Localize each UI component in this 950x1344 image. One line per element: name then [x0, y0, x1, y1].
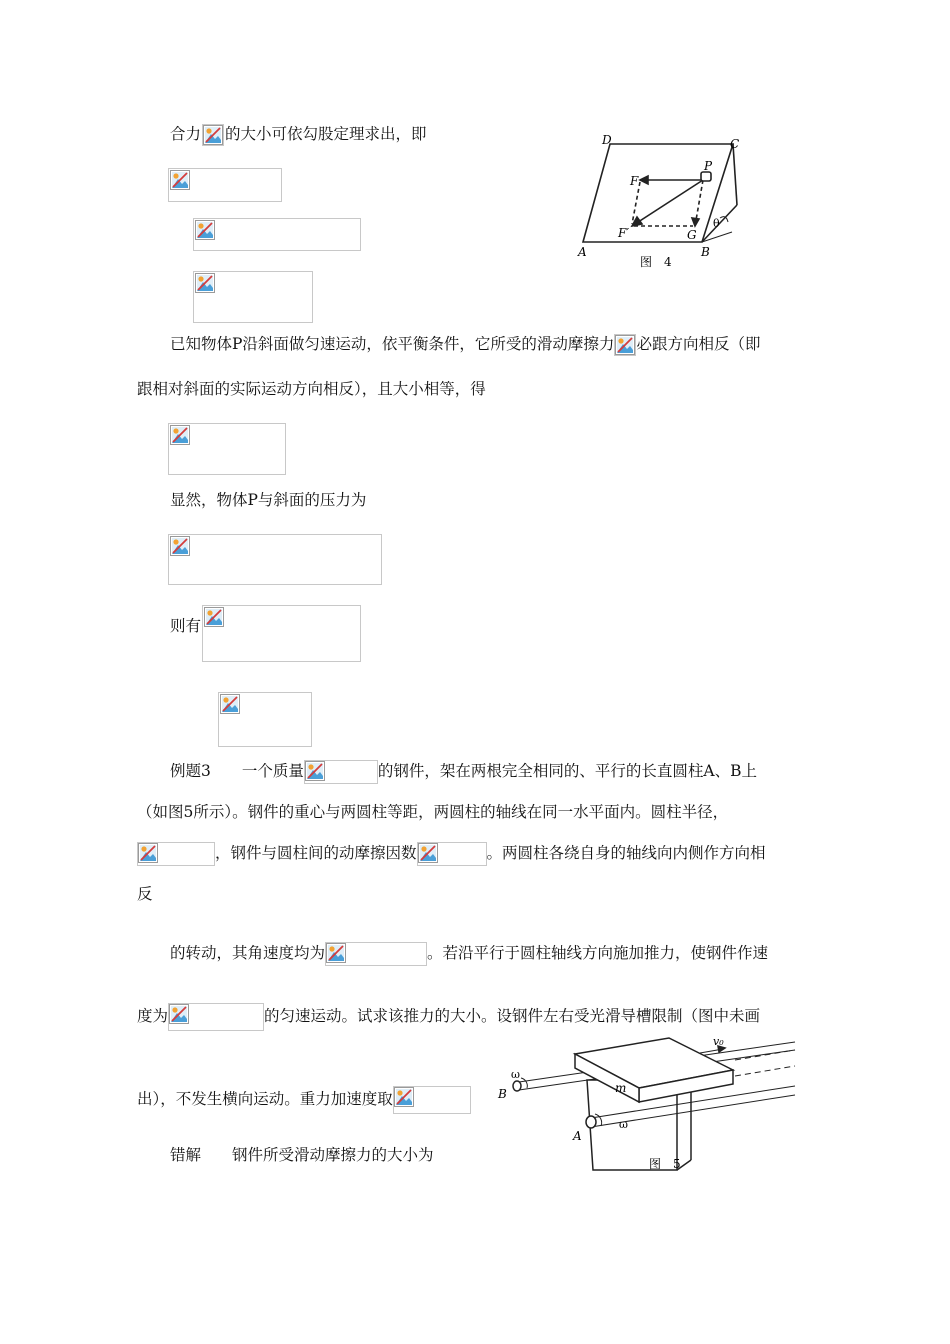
label-g1: G [687, 228, 697, 242]
broken-image-icon [195, 273, 215, 293]
formula-image [168, 168, 282, 202]
label-a: A [578, 245, 587, 259]
figure-4-caption: 图 4 [640, 255, 672, 269]
label-m: m [615, 1081, 627, 1095]
text-line: 反 [137, 885, 153, 903]
broken-image-icon [169, 1004, 189, 1024]
text-segment: 。两圆柱各绕自身的轴线向内侧作方向相 [486, 844, 766, 862]
broken-image [614, 334, 636, 356]
broken-image [417, 842, 487, 866]
text-segment: 度为 [137, 1007, 169, 1025]
broken-image [393, 1086, 471, 1114]
broken-image-icon [195, 220, 215, 240]
broken-image-icon [204, 607, 224, 627]
text-segment: 的转动，其角速度均为 [170, 944, 326, 962]
label-f-prime: F′ [618, 226, 630, 240]
broken-image [168, 1003, 264, 1031]
figure-4 [570, 130, 745, 272]
label-d: D [602, 133, 612, 147]
broken-image-icon [170, 170, 190, 190]
text-line: 错解 钢件所受滑动摩擦力的大小为 [170, 1146, 434, 1164]
formula-image [202, 605, 361, 662]
broken-image-icon [394, 1087, 414, 1107]
label-omega-a: ω [619, 1118, 628, 1131]
formula-image [218, 692, 312, 747]
label-omega-b: ω [511, 1068, 520, 1081]
broken-image [202, 124, 224, 146]
formula-image [193, 218, 361, 251]
text-segment: 的钢件，架在两根完全相同的、平行的长直圆柱A、B上 [377, 762, 757, 780]
label-v0: v₀ [713, 1035, 724, 1048]
text-segment: 合力 [170, 125, 202, 143]
text-line: 跟相对斜面的实际运动方向相反），且大小相等，得 [137, 380, 486, 398]
text-line: 则有 [170, 617, 202, 635]
broken-image-icon [615, 335, 635, 355]
label-theta: θ [713, 217, 720, 230]
broken-image-icon [170, 536, 190, 556]
text-line: 显然，物体P与斜面的压力为 [170, 491, 367, 509]
broken-image [304, 760, 378, 784]
broken-image [325, 942, 427, 966]
label-f1: F [630, 174, 639, 188]
broken-image [137, 842, 215, 866]
broken-image-icon [203, 125, 223, 145]
label-c: C [730, 137, 740, 151]
broken-image-icon [305, 761, 325, 781]
broken-image-icon [326, 943, 346, 963]
text-segment: 。若沿平行于圆柱轴线方向施加推力，使钢件作速 [427, 944, 769, 962]
figure-5 [495, 1032, 810, 1180]
label-a: A [573, 1129, 582, 1143]
text-segment: 已知物体P沿斜面做匀速运动，依平衡条件，它所受的滑动摩擦力 [170, 335, 615, 353]
text-segment: ，钢件与圆柱间的动摩擦因数 [215, 844, 417, 862]
text-segment: 例题3 一个质量 [170, 762, 304, 780]
formula-image [168, 534, 382, 585]
broken-image-icon [138, 843, 158, 863]
formula-image [193, 271, 313, 323]
broken-image-icon [418, 843, 438, 863]
label-b: B [701, 245, 710, 259]
text-segment: 出），不发生横向运动。重力加速度取 [137, 1090, 393, 1108]
broken-image-icon [170, 425, 190, 445]
text-segment: 的大小可依勾股定理求出，即 [225, 125, 427, 143]
text-segment: 必跟方向相反（即 [636, 335, 761, 353]
figure-5-caption: 图 5 [649, 1157, 681, 1171]
label-p: P [704, 159, 713, 173]
formula-image [168, 423, 286, 475]
text-line: （如图5所示）。钢件的重心与两圆柱等距，两圆柱的轴线在同一水平面内。圆柱半径， [137, 803, 729, 821]
broken-image-icon [220, 694, 240, 714]
text-segment: 的匀速运动。试求该推力的大小。设钢件左右受光滑导槽限制（图中未画 [264, 1007, 761, 1025]
label-b: B [498, 1087, 507, 1101]
